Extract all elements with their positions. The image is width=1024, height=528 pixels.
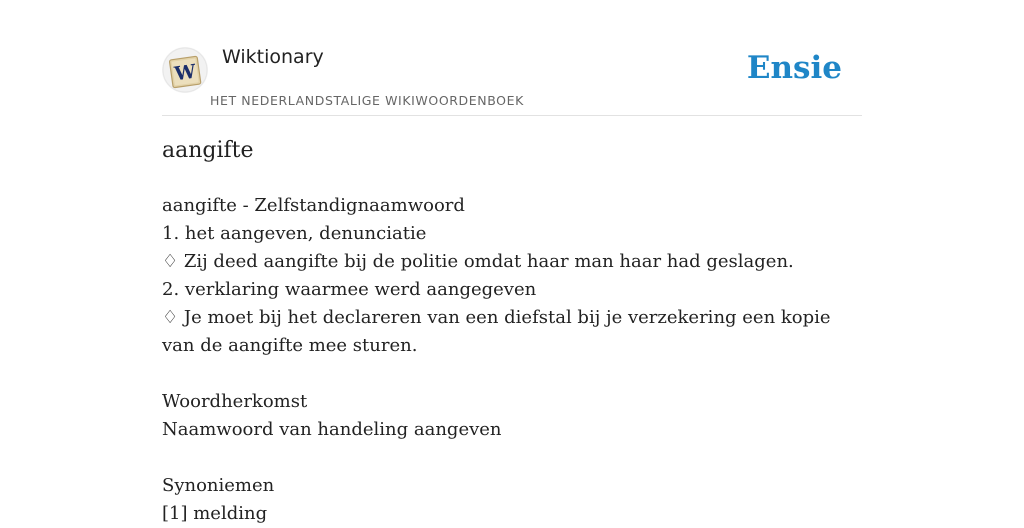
- definition-1: 1. het aangeven, denunciatie: [162, 223, 427, 244]
- logo-letter: W: [173, 60, 198, 86]
- spacer: [162, 444, 862, 472]
- part-of-speech-line: aangifte - Zelfstandignaamwoord: [162, 195, 465, 216]
- definition-2: 2. verklaring waarmee werd aangegeven: [162, 279, 537, 300]
- synonym-item: [1] melding: [162, 503, 268, 524]
- ensie-brand-link[interactable]: Ensie: [746, 50, 842, 86]
- wiktionary-logo-icon[interactable]: [162, 47, 208, 93]
- page-title: aangifte: [162, 138, 254, 163]
- etymology-heading: Woordherkomst: [162, 391, 308, 412]
- wiktionary-logo-graphic: [162, 47, 208, 93]
- example-2: ♢ Je moet bij het declareren van een diefstal bij je verzekering een kopie van de aangifte mee sturen.: [162, 307, 831, 356]
- page: [162, 0, 862, 524]
- example-1: ♢ Zij deed aangifte bij de politie omdat haar man haar had geslagen.: [162, 251, 794, 272]
- entry-content: [162, 192, 862, 528]
- site-name[interactable]: Wiktionary: [222, 46, 324, 68]
- etymology-text: Naamwoord van handeling aangeven: [162, 419, 502, 440]
- synonyms-heading: Synoniemen: [162, 475, 275, 496]
- site-tagline: HET NEDERLANDSTALIGE WIKIWOORDENBOEK: [210, 93, 524, 108]
- site-header: [162, 0, 862, 116]
- spacer: [162, 360, 862, 388]
